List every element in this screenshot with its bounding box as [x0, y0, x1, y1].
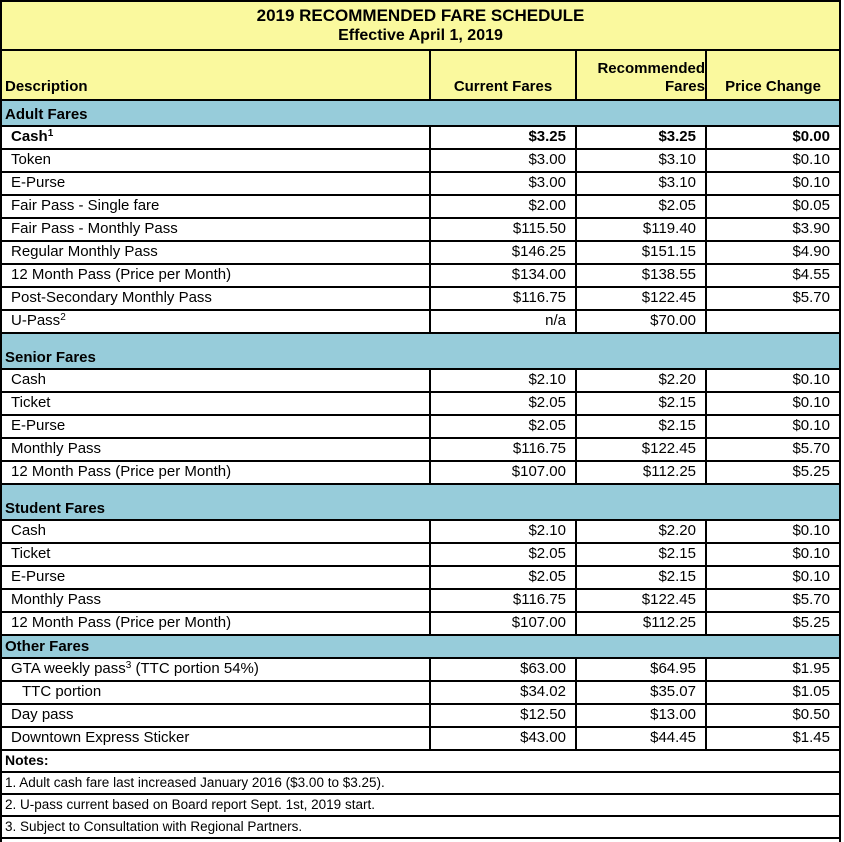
current-fare-cell: $2.05	[429, 416, 575, 437]
price-change-cell: $5.25	[705, 613, 839, 634]
price-change-cell: $0.05	[705, 196, 839, 217]
description-text: Fair Pass - Single fare	[11, 197, 160, 214]
recommended-fare-cell: $35.07	[575, 682, 705, 703]
table-row	[2, 439, 839, 462]
current-fare-cell: $3.00	[429, 173, 575, 194]
price-change-cell: $3.90	[705, 219, 839, 240]
current-fare-cell: $116.75	[429, 590, 575, 611]
table-row	[2, 265, 839, 288]
column-header-row	[2, 51, 839, 101]
description-text: E-Purse	[11, 174, 66, 191]
price-change-cell: $1.95	[705, 659, 839, 680]
notes-heading: Notes:	[2, 751, 839, 773]
row-description	[2, 288, 429, 309]
table-row	[2, 150, 839, 173]
table-row	[2, 613, 839, 636]
description-text: 12 Month Pass (Price per Month)	[11, 614, 232, 631]
row-description	[2, 393, 429, 414]
recommended-fare-cell: $2.15	[575, 416, 705, 437]
description-text: Post-Secondary Monthly Pass	[11, 289, 212, 306]
recommended-fare-cell: $13.00	[575, 705, 705, 726]
section-title: Student Fares	[5, 500, 106, 517]
footnote-marker: 3	[125, 660, 132, 671]
description-text: GTA weekly pass	[11, 660, 126, 677]
description-text: Monthly Pass	[11, 440, 102, 457]
current-fare-cell: $12.50	[429, 705, 575, 726]
current-fare-cell: $3.00	[429, 150, 575, 171]
column-header-description: Description	[5, 78, 88, 95]
price-change-cell: $0.00	[705, 127, 839, 148]
recommended-fare-cell: $3.10	[575, 150, 705, 171]
recommended-fare-cell: $2.15	[575, 393, 705, 414]
row-description	[2, 567, 429, 588]
row-description	[2, 659, 429, 680]
current-fare-cell: $3.25	[429, 127, 575, 148]
table-row	[2, 393, 839, 416]
row-description	[2, 265, 429, 286]
row-description	[2, 682, 429, 703]
description-text: Monthly Pass	[11, 591, 102, 608]
note-item-1: 1. Adult cash fare last increased January 2016 ($3.00 to $3.25).	[2, 773, 839, 795]
price-change-cell: $0.10	[705, 521, 839, 542]
table-row	[2, 416, 839, 439]
row-description	[2, 370, 429, 391]
row-description	[2, 439, 429, 460]
row-description	[2, 728, 429, 749]
recommended-fare-cell: $122.45	[575, 288, 705, 309]
price-change-cell: $1.05	[705, 682, 839, 703]
recommended-fare-cell: $2.05	[575, 196, 705, 217]
table-title-block	[2, 2, 839, 51]
effective-date: Effective April 1, 2019	[338, 27, 503, 44]
section-header	[2, 101, 839, 127]
price-change-cell: $4.55	[705, 265, 839, 286]
table-row	[2, 311, 839, 334]
description-text: U-Pass	[11, 312, 61, 329]
section-header	[2, 334, 839, 370]
row-description	[2, 521, 429, 542]
description-text: Cash	[11, 371, 47, 388]
current-fare-cell: $115.50	[429, 219, 575, 240]
current-fare-cell: $134.00	[429, 265, 575, 286]
section-title: Other Fares	[5, 638, 90, 655]
current-fare-cell: $2.10	[429, 521, 575, 542]
price-change-cell: $0.10	[705, 416, 839, 437]
recommended-fare-cell: $3.10	[575, 173, 705, 194]
table-row	[2, 462, 839, 485]
table-row	[2, 173, 839, 196]
recommended-fare-cell: $2.15	[575, 567, 705, 588]
current-fare-cell: $107.00	[429, 613, 575, 634]
row-description	[2, 590, 429, 611]
description-text: Ticket	[11, 545, 51, 562]
description-text: Downtown Express Sticker	[11, 729, 190, 746]
row-description	[2, 127, 429, 148]
section-header	[2, 485, 839, 521]
column-header-recommended-line1: Recommended	[597, 60, 705, 77]
fare-section-adult-fares	[2, 101, 839, 334]
current-fare-cell: $116.75	[429, 288, 575, 309]
description-text: E-Purse	[11, 568, 66, 585]
price-change-cell: $5.25	[705, 462, 839, 483]
column-header-recommended-fares	[575, 51, 705, 99]
recommended-fare-cell: $112.25	[575, 462, 705, 483]
row-description	[2, 196, 429, 217]
row-description	[2, 613, 429, 634]
description-text: Fair Pass - Monthly Pass	[11, 220, 178, 237]
current-fare-cell: $43.00	[429, 728, 575, 749]
recommended-fare-cell: $112.25	[575, 613, 705, 634]
fare-section-student-fares	[2, 485, 839, 636]
table-row	[2, 544, 839, 567]
recommended-fare-cell: $44.45	[575, 728, 705, 749]
row-description	[2, 173, 429, 194]
price-change-cell: $0.10	[705, 544, 839, 565]
price-change-cell: $5.70	[705, 590, 839, 611]
description-text: Regular Monthly Pass	[11, 243, 158, 260]
description-text: Cash	[11, 522, 47, 539]
recommended-fare-cell: $119.40	[575, 219, 705, 240]
table-row	[2, 196, 839, 219]
description-text: 12 Month Pass (Price per Month)	[11, 463, 232, 480]
current-fare-cell: $116.75	[429, 439, 575, 460]
column-header-recommended-line2: Fares	[664, 78, 705, 95]
price-change-cell: $1.45	[705, 728, 839, 749]
table-row	[2, 590, 839, 613]
description-text: Cash	[11, 128, 48, 145]
note-item-2: 2. U-pass current based on Board report Sept. 1st, 2019 start.	[2, 795, 839, 817]
current-fare-cell: $63.00	[429, 659, 575, 680]
fare-sections	[2, 101, 839, 751]
description-text: Day pass	[11, 706, 74, 723]
recommended-fare-cell: $151.15	[575, 242, 705, 263]
section-title: Adult Fares	[5, 106, 88, 123]
price-change-cell: $0.10	[705, 393, 839, 414]
price-change-cell: $0.10	[705, 150, 839, 171]
current-fare-cell: $2.05	[429, 393, 575, 414]
row-description	[2, 242, 429, 263]
column-header-current-fares: Current Fares	[429, 51, 575, 99]
description-text: TTC portion	[22, 683, 102, 700]
price-change-cell: $4.90	[705, 242, 839, 263]
price-change-cell: $0.50	[705, 705, 839, 726]
description-text: E-Purse	[11, 417, 66, 434]
row-description	[2, 311, 429, 332]
recommended-fare-cell: $138.55	[575, 265, 705, 286]
page-title: 2019 RECOMMENDED FARE SCHEDULE	[256, 6, 585, 25]
column-header-price-change: Price Change	[705, 51, 839, 99]
recommended-fare-cell: $2.15	[575, 544, 705, 565]
current-fare-cell: $34.02	[429, 682, 575, 703]
price-change-cell	[705, 311, 839, 332]
table-row	[2, 567, 839, 590]
row-description	[2, 462, 429, 483]
current-fare-cell: $146.25	[429, 242, 575, 263]
footnote-marker: 1	[47, 128, 54, 139]
price-change-cell: $5.70	[705, 439, 839, 460]
table-row	[2, 242, 839, 265]
fare-section-senior-fares	[2, 334, 839, 485]
current-fare-cell: $2.00	[429, 196, 575, 217]
table-row	[2, 682, 839, 705]
description-text-suffix: (TTC portion 54%)	[131, 660, 259, 677]
fare-section-other-fares	[2, 636, 839, 751]
recommended-fare-cell: $122.45	[575, 439, 705, 460]
price-change-cell: $0.10	[705, 173, 839, 194]
table-row	[2, 127, 839, 150]
description-text: 12 Month Pass (Price per Month)	[11, 266, 232, 283]
row-description	[2, 705, 429, 726]
note-item-3: 3. Subject to Consultation with Regional Partners.	[2, 817, 839, 839]
description-text: Ticket	[11, 394, 51, 411]
row-description	[2, 544, 429, 565]
current-fare-cell: $2.05	[429, 544, 575, 565]
table-row	[2, 370, 839, 393]
footnote-marker: 2	[60, 312, 66, 323]
price-change-cell: $0.10	[705, 567, 839, 588]
recommended-fare-cell: $3.25	[575, 127, 705, 148]
section-title: Senior Fares	[5, 349, 96, 366]
price-change-cell: $0.10	[705, 370, 839, 391]
price-change-cell: $5.70	[705, 288, 839, 309]
recommended-fare-cell: $2.20	[575, 521, 705, 542]
current-fare-cell: $2.10	[429, 370, 575, 391]
current-fare-cell: n/a	[429, 311, 575, 332]
recommended-fare-cell: $70.00	[575, 311, 705, 332]
table-row	[2, 219, 839, 242]
description-text: Token	[11, 151, 52, 168]
row-description	[2, 219, 429, 240]
recommended-fare-cell: $2.20	[575, 370, 705, 391]
row-description	[2, 150, 429, 171]
section-header	[2, 636, 839, 659]
table-row	[2, 659, 839, 682]
table-row	[2, 288, 839, 311]
recommended-fare-cell: $122.45	[575, 590, 705, 611]
recommended-fare-cell: $64.95	[575, 659, 705, 680]
current-fare-cell: $107.00	[429, 462, 575, 483]
table-row	[2, 521, 839, 544]
table-row	[2, 705, 839, 728]
current-fare-cell: $2.05	[429, 567, 575, 588]
row-description	[2, 416, 429, 437]
table-row	[2, 728, 839, 751]
